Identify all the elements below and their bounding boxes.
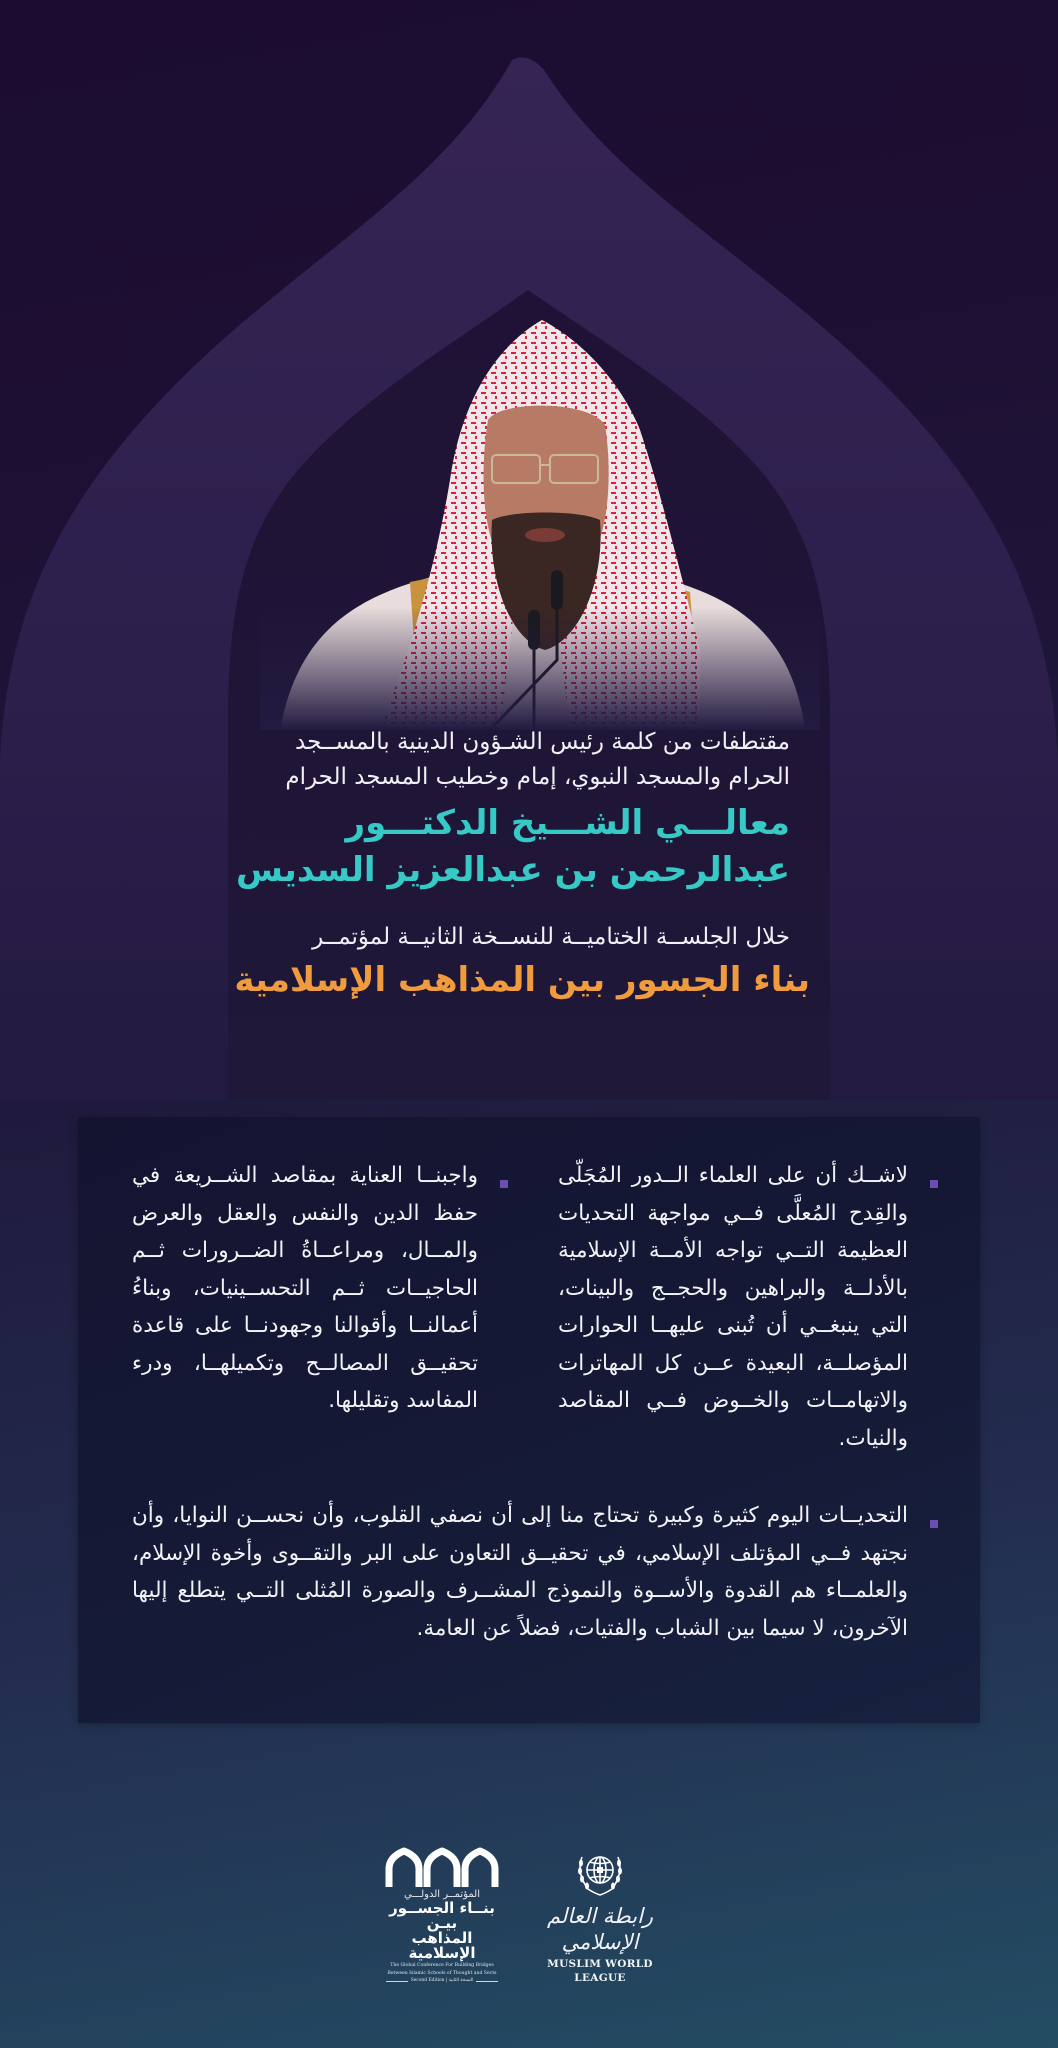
session-line: خلال الجلســة الختاميــة للنســخة الثانيــة لمؤتمــر: [312, 924, 790, 950]
bullet-square-icon: [930, 1520, 938, 1528]
intro-line-1: مقتطفات من كلمة رئيس الشـؤون الدينية بالمســجد: [295, 729, 790, 755]
conference-logo-ar-line-2: المذاهب الإسلامية: [408, 1929, 476, 1962]
speaker-title: معالـــي الشـــيخ الدكتـــور: [345, 803, 790, 843]
speaker-name: عبدالرحمن بن عبدالعزيز السديس: [236, 850, 790, 890]
quote-3: التحديــات اليوم كثيرة وكبيرة تحتاج منا إلى أن نصفي القلوب، وأن نحســن النوايا، وأن نجتهد فــي المؤتلف الإسلامي، في تحقيــق التعاون على البر والتقــوى وأخوة الإسلام، والعلمــاء هم القدوة والأســوة والنموذج المشــرف والصورة المُثلى التــي يتطلع إليها الآخرون، لا سيما بين الشباب والفتيات، فضلاً عن العامة.: [132, 1503, 908, 1641]
conference-logo-ar-line-1: بنــاء الجســور بيـن: [389, 1899, 495, 1932]
intro-line-2: الحرام والمسجد النبوي، إمام وخطيب المسجد الحرام: [285, 764, 790, 790]
mwl-arabic-name: رابطة العالم الإسلامي: [546, 1904, 654, 1954]
speaker-portrait: [260, 320, 820, 730]
conference-title: بناء الجسور بين المذاهب الإسلامية: [234, 960, 810, 1000]
intro-block: [230, 725, 810, 1015]
edition-label: Second Edition | النسخة الثانية: [410, 1978, 474, 1983]
mwl-english-name: MUSLIM WORLD LEAGUE: [547, 1958, 653, 1984]
conference-logo-en-line-2: Between Islamic Schools of Thought and Sects: [387, 1971, 497, 1976]
quote-1: لاشــك أن على العلماء الــدور المُجَلّى والقِدح المُعلَّى فــي مواجهة التحديات العظيمة التــي تواجه الأمــة الإسلامية بالأدلــة والبراهين والحجــج والبينات، التي ينبغــي أن تُبنى عليهــا الحوارات المؤصلــة، البعيدة عــن كل المهاترات والاتهامــات والخــوض فــي المقاصد والنيات.: [558, 1163, 908, 1451]
conference-logo-ar-small: المؤتمــر الدولـــي: [404, 1889, 480, 1900]
muslim-world-league-logo: [530, 1845, 670, 1984]
portrait-image: [260, 320, 820, 730]
bullet-square-icon: [930, 1180, 938, 1188]
quotes-panel: [78, 1117, 980, 1723]
globe-laurel-icon: [572, 1845, 628, 1899]
bullet-square-icon: [500, 1180, 508, 1188]
quote-2: واجبنــا العناية بمقاصد الشــريعة في حفظ الدين والنفس والعقل والعرض والمــال، ومراعــاةُ الضــرورات ثــم الحاجيــات ثــم التحســينيات، وبناءُ أعمالنــا وأقوالنا وجهودنــا على قاعدة تحقيــق المصالــح وتكميلهــا، ودرء المفاسد وتقليلها.: [132, 1163, 478, 1413]
triple-arch-icon: [385, 1845, 499, 1887]
conference-logo: [384, 1845, 500, 1983]
conference-logo-edition: [384, 1977, 500, 1985]
conference-logo-en-line-1: The Global Conference For Building Bridges: [390, 1963, 494, 1968]
divider: [386, 1981, 408, 1982]
divider: [476, 1981, 498, 1982]
